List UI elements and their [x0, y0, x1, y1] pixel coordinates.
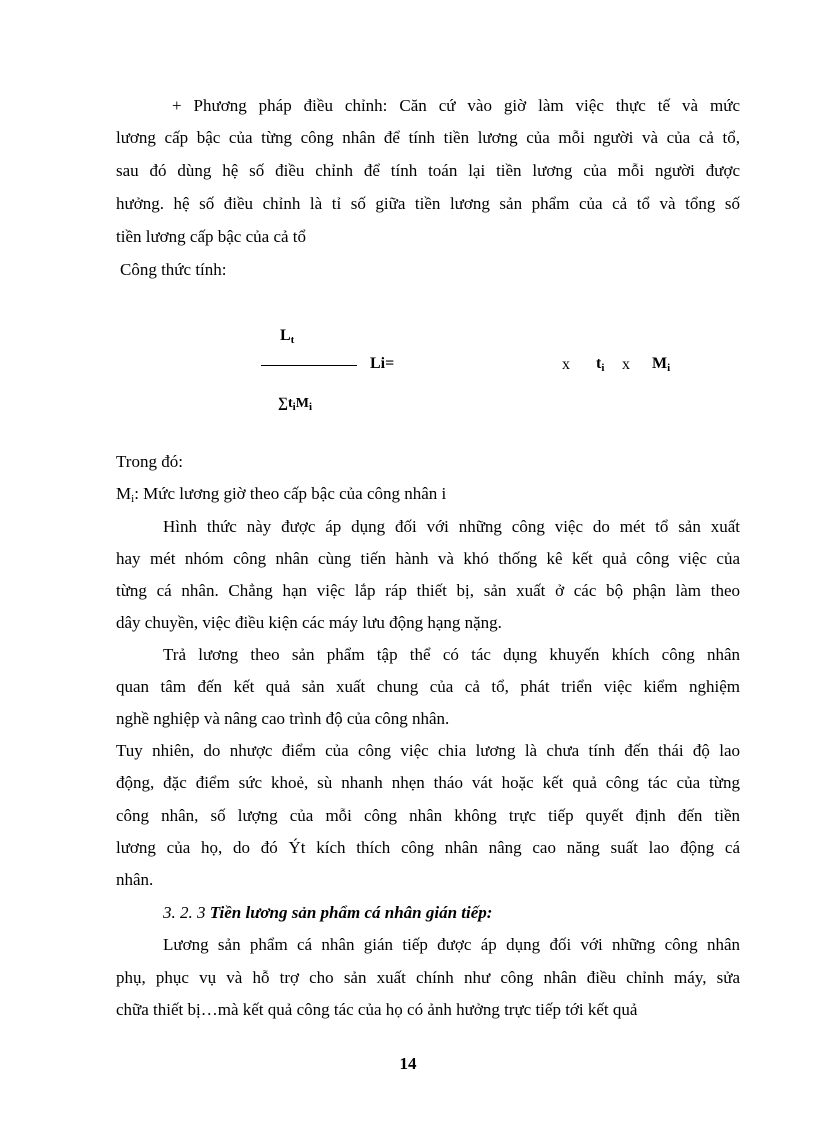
- paragraph-3-line-1: Trả lương theo sản phẩm tập thể có tác dụng khuyến khích công nhân: [163, 645, 740, 664]
- formula-numerator: $L_t$: [280, 327, 295, 346]
- paragraph-3-line-3: nghề nghiệp và nâng cao trình độ của công nhân.: [116, 709, 450, 728]
- paragraph-4-line-5: nhân.: [116, 870, 154, 889]
- paragraph-5-line-3: chữa thiết bị…mà kết quả công tác của họ có ảnh hưởng trực tiếp tới kết quả: [116, 1000, 638, 1019]
- formula-label: Công thức tính:: [120, 260, 227, 279]
- mi-symbol: $M_i$: [116, 484, 135, 505]
- formula-denominator: $\sum t_iM_i$: [278, 396, 312, 413]
- paragraph-1-line-3: sau đó dùng hệ số điều chỉnh để tính toán lại tiền lương của mỗi người được: [116, 161, 740, 180]
- page-number: 14: [399, 1054, 417, 1073]
- paragraph-2-line-2: hay mét nhóm công nhân cùng tiến hành và khó thống kê kết quả công việc của: [116, 549, 740, 568]
- section-title: Tiền lương sản phẩm cá nhân gián tiếp:: [209, 903, 493, 922]
- paragraph-3-line-2: quan tâm đến kết quả sản xuất chung của cả tổ, phát triển việc kiểm nghiệm: [116, 677, 740, 696]
- paragraph-5-line-1: Lương sản phẩm cá nhân gián tiếp được áp dụng đối với những công nhân: [163, 935, 740, 954]
- paragraph-1-line-2: lương cấp bậc của từng công nhân để tính tiền lương của mỗi người và của cả tổ,: [116, 128, 740, 147]
- paragraph-1-line-1: + Phương pháp điều chỉnh: Căn cứ vào giờ làm việc thực tế và mức: [172, 96, 740, 115]
- fraction-bar: [261, 365, 357, 366]
- paragraph-4-line-1: Tuy nhiên, do nhược điểm của công việc chia lương là chưa tính đến thái độ lao: [116, 741, 740, 760]
- section-heading: [163, 903, 492, 923]
- mi-definition: $M_i$: Mức lương giờ theo cấp bậc của công nhân i: [116, 484, 447, 505]
- formula-m-i: $M_i$: [652, 355, 671, 374]
- paragraph-2-line-3: từng cá nhân. Chẳng hạn việc lắp ráp thiết bị, sản xuất ở các bộ phận làm theo: [116, 581, 740, 600]
- trong-do-label: Trong đó:: [116, 452, 183, 471]
- paragraph-4-line-2: động, đặc điểm sức khoẻ, sù nhanh nhẹn tháo vát hoặc kết quả công tác của từng: [116, 773, 740, 792]
- formula-times-1: x: [562, 356, 570, 373]
- paragraph-1-line-5: tiền lương cấp bậc của cả tổ: [116, 227, 307, 246]
- formula-times-2: x: [622, 356, 630, 373]
- paragraph-4-line-4: lương của họ, do đó Ýt kích thích công nhân nâng cao năng suất lao động cá: [116, 838, 740, 857]
- section-number: 3. 2. 3: [163, 903, 210, 922]
- paragraph-4-line-3: công nhân, số lượng của mỗi công nhân không trực tiếp quyết định đến tiền: [116, 806, 740, 825]
- paragraph-5-line-2: phụ, phục vụ và hỗ trợ cho sản xuất chính như công nhân điều chỉnh máy, sửa: [116, 968, 740, 987]
- formula-t-i: $t_i$: [596, 355, 605, 374]
- paragraph-2-line-1: Hình thức này được áp dụng đối với những công việc do mét tổ sản xuất: [163, 517, 740, 536]
- paragraph-1-line-4: hưởng. hệ số điều chỉnh là tỉ số giữa tiền lương sản phẩm của cả tổ và tổng số: [116, 194, 740, 213]
- paragraph-2-line-4: dây chuyền, việc điều kiện các máy lưu động hạng nặng.: [116, 613, 502, 632]
- formula-lhs: Li=: [370, 355, 395, 372]
